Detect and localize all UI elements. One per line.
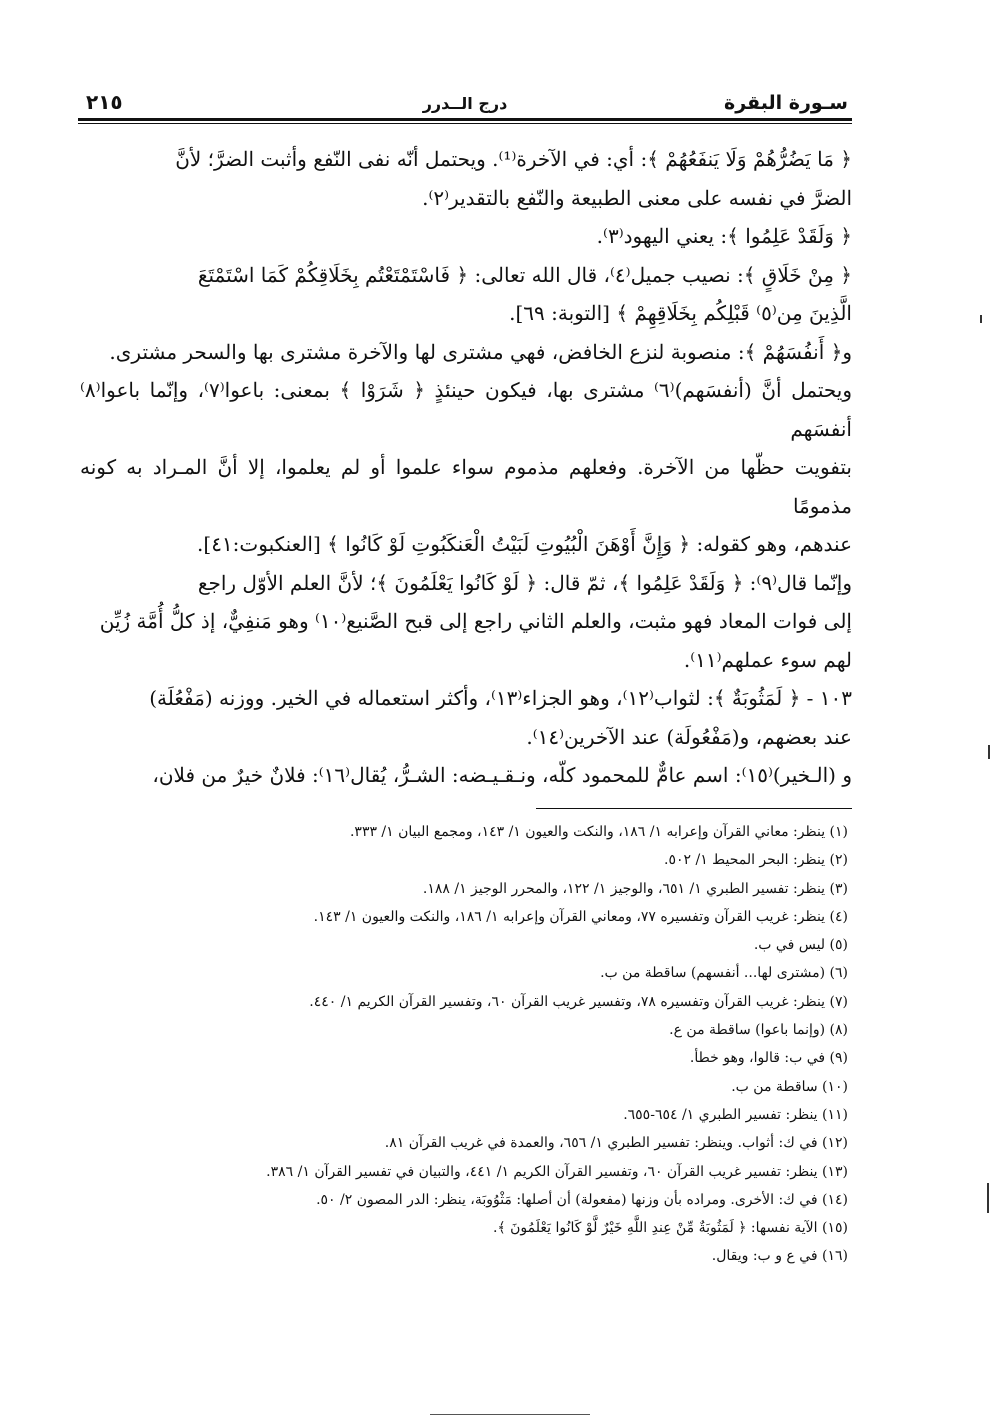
footnote: (١٦) في ع و ب: ويقال. bbox=[711, 1248, 848, 1265]
footnote: (١٥) الآية نفسها: ﴿ لَمَثُوبَةٌ مِّنْ عِندِ اللَّهِ خَيْرٌ لَّوْ كَانُوا يَعْلَمُونَ ﴾. bbox=[493, 1220, 848, 1237]
header-book-title: درج الــدرر bbox=[422, 94, 508, 113]
text-line: ﴿ مِنْ خَلَاقٍ ﴾: نصيب جميل⁽٤⁾، قال الله تعالى: ﴿ فَاسْتَمْتَعْتُم بِخَلَاقِكُمْ كَمَا اسْتَمْتَعَ bbox=[197, 262, 852, 287]
text-line: بتفويت حظّها من الآخرة. وفعلهم مذموم سواء علموا أو لم يعلموا، إلا أنَّ المـراد به كونه مذمومًا bbox=[80, 455, 852, 518]
footnote: (٢) ينظر: البحر المحيط ١/ ٥٠٢. bbox=[664, 852, 848, 869]
scan-mark bbox=[987, 1183, 989, 1213]
footnote: (٧) ينظر: غريب القرآن وتفسيره ٧٨، وتفسير غريب القرآن ٦٠، وتفسير القرآن الكريم ١/ ٤٤٠. bbox=[309, 993, 848, 1010]
scan-mark bbox=[980, 315, 982, 323]
footnote: (٩) في ب: قالوا، وهو خطأ. bbox=[689, 1050, 848, 1067]
text-line: عند بعضهم، و(مَفْعُولَة) عند الآخرين⁽١٤⁾. bbox=[526, 724, 852, 749]
text-line: الضرَّ في نفسه على معنى الطبيعة والنّفع بالتقدير⁽٢⁾. bbox=[422, 185, 852, 210]
scan-mark bbox=[988, 745, 990, 759]
footnotes bbox=[150, 818, 848, 1271]
text-line: و﴿ أَنفُسَهُمْ ﴾: منصوبة لنزع الخافض، فهي مشترى لها والآخرة مشترى بها والسحر مشترى. bbox=[109, 339, 852, 364]
footnote: (٤) ينظر: غريب القرآن وتفسيره ٧٧، ومعاني القرآن وإعرابه ١/ ١٨٦، والنكت والعيون ١/ ١٤٣. bbox=[313, 908, 848, 925]
text-line: الَّذِينَ مِن⁽٥⁾ قَبْلِكُم بِخَلَاقِهِمْ ﴾ [التوبة: ٦٩]. bbox=[509, 301, 852, 325]
footnote: (٥) ليس في ب. bbox=[753, 937, 848, 954]
header-rule-thick bbox=[78, 118, 852, 121]
text-line: ١٠٣ - ﴿ لَمَثُوبَةٌ ﴾: لثواب⁽١٢⁾، وهو الجزاء⁽١٣⁾، وأكثر استعماله في الخير. ووزنه (مَفْعُلَة) bbox=[149, 686, 852, 710]
footnote: (١٠) ساقطة من ب. bbox=[731, 1078, 848, 1095]
text-line: ﴿ وَلَقَدْ عَلِمُوا ﴾: يعني اليهود⁽٣⁾. bbox=[596, 224, 852, 248]
footnote-separator bbox=[536, 808, 852, 809]
header-surah-title: سـورة البقرة bbox=[724, 92, 848, 114]
text-line: وإنّما قال⁽٩⁾: ﴿ وَلَقَدْ عَلِمُوا ﴾، ثمّ قال: ﴿ لَوْ كَانُوا يَعْلَمُونَ ﴾؛ لأنَّ العلم الأوّل راجع bbox=[197, 570, 852, 595]
text-line: إلى فوات المعاد فهو مثبت، والعلم الثاني راجع إلى قبح الصَّنيع⁽١٠⁾ وهو مَنفِيٌّ، إذ كلُّ أُمَّة زُيِّن bbox=[99, 609, 852, 633]
text-line: و (الـخير)⁽١٥⁾: اسم عامٌّ للمحمود كلّه، ونـقـيـضه: الشـرُّ، يُقال⁽١٦⁾: فلانٌ خيرٌ من فلان، bbox=[152, 763, 852, 787]
running-header bbox=[78, 88, 852, 120]
footnote: (١١) ينظر: تفسير الطبري ١/ ٦٥٤-٦٥٥. bbox=[623, 1106, 848, 1123]
footnote: (١٤) في ك: الأخرى. ومراده بأن وزنها (مفعولة) أن أصلها: مَثْوُوبَة، ينظر: الدر المصون ٢/ ٥٠. bbox=[316, 1191, 848, 1208]
footnote: (٣) ينظر: تفسير الطبري ١/ ٦٥١، والوجيز ١/ ١٢٢، والمحرر الوجيز ١/ ١٨٨. bbox=[422, 880, 848, 897]
footnote: (١) ينظر: معاني القرآن وإعرابه ١/ ١٨٦، والنكت والعيون ١/ ١٤٣، ومجمع البيان ١/ ٣٣٣. bbox=[349, 824, 848, 840]
main-text bbox=[80, 140, 852, 795]
footnote: (١٢) في ك: أثواب. وينظر: تفسير الطبري ١/ ٦٥٦، والعمدة في غريب القرآن ٨١. bbox=[384, 1135, 848, 1152]
text-line: لهم سوء عملهم⁽١١⁾. bbox=[683, 647, 852, 672]
text-line: ﴿ مَا يَضُرُّهُمْ وَلَا يَنفَعُهُمْ ﴾: أي: في الآخرة⁽¹⁾. ويحتمل أنّه نفى النّفع وأثبت الضرَّ؛ لأنَّ bbox=[175, 147, 852, 171]
bottom-edge-line bbox=[430, 1414, 590, 1415]
text-line: عندهم، وهو كقوله: ﴿ وَإِنَّ أَوْهَنَ الْبُيُوتِ لَبَيْتُ الْعَنكَبُوتِ لَوْ كَانُوا ﴾ [العنكبوت:٤١]. bbox=[197, 532, 852, 556]
footnote: (٨) (وإنما باعوا) ساقطة من ع. bbox=[669, 1022, 848, 1039]
footnote: (١٣) ينظر: تفسير غريب القرآن ٦٠، وتفسير القرآن الكريم ١/ ٤٤١، والتبيان في تفسير القرآن ١/ ٣٨٦. bbox=[266, 1163, 848, 1180]
header-rule-thin bbox=[78, 123, 852, 124]
page-number: ٢١٥ bbox=[86, 90, 123, 114]
footnote: (٦) (مشترى لها... أنفسهم) ساقطة من ب. bbox=[600, 965, 848, 982]
text-line: ويحتمل أنَّ (أنفسَهم)⁽٦⁾ مشترى بها، فيكون حينئذٍ ﴿ شَرَوْا ﴾ بمعنى: باعوا⁽٧⁾، وإنّما باعوا⁽٨⁾ أنفسَهم bbox=[80, 378, 853, 441]
